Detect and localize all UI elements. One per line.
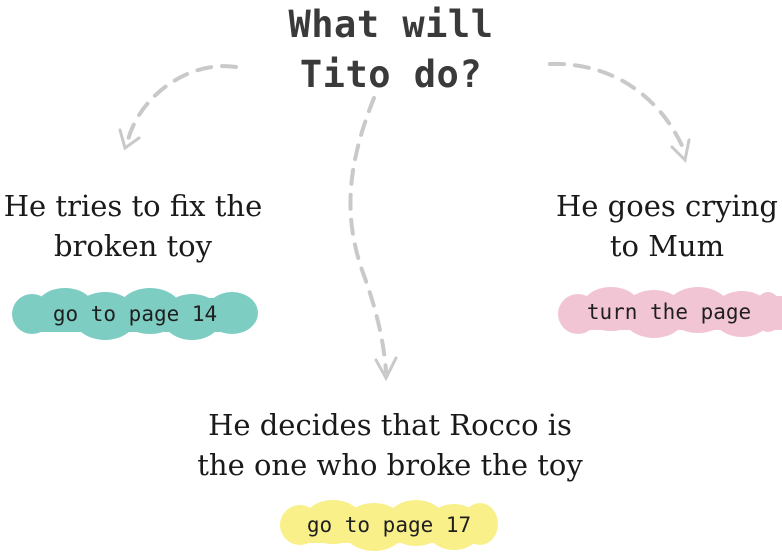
option-bottom-line-2: the one who broke the toy: [197, 448, 583, 482]
arrow-to-bottom-option: [350, 98, 386, 372]
arrow-to-right-option: [550, 64, 684, 150]
go-to-page-14-label[interactable]: go to page 14: [52, 302, 218, 326]
option-bottom-line-1: He decides that Rocco is: [208, 408, 572, 442]
option-right-line-2: to Mum: [609, 229, 725, 263]
option-blame-rocco-text: [170, 405, 610, 485]
option-fix-toy-text: [0, 186, 266, 266]
turn-the-page-label[interactable]: turn the page: [586, 300, 752, 324]
option-left-line-2: broken toy: [53, 229, 212, 263]
option-cry-to-mum-text: [552, 186, 782, 266]
go-to-page-17-label[interactable]: go to page 17: [306, 513, 472, 537]
go-to-page-17-button[interactable]: [278, 497, 500, 553]
option-right-line-1: He goes crying: [556, 189, 778, 223]
title-line-2: Tito do?: [299, 53, 483, 96]
question-title: [241, 0, 541, 100]
arrow-to-left-option: [128, 66, 236, 140]
option-left-line-1: He tries to fix the: [3, 189, 263, 223]
go-to-page-14-button[interactable]: [10, 286, 260, 342]
turn-the-page-button[interactable]: [556, 284, 782, 340]
title-line-1: What will: [288, 3, 494, 46]
